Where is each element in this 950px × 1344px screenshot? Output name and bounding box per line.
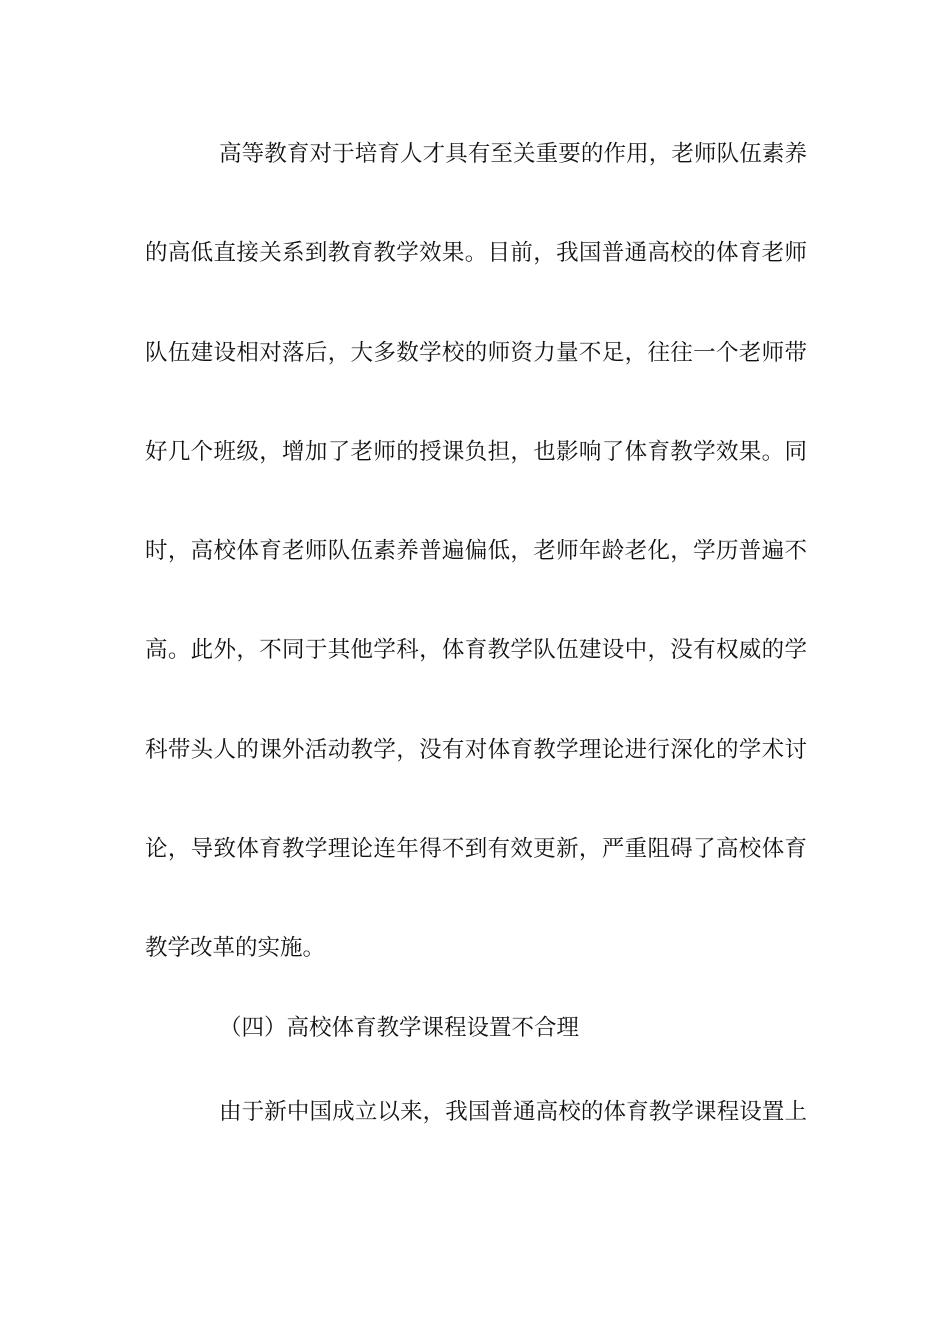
paragraph-1-line-8: 论，导致体育教学理论连年得不到有效更新，严重阻碍了高校体育 [145, 836, 807, 862]
paragraph-1-line-4: 好几个班级，增加了老师的授课负担，也影响了体育教学效果。同 [145, 439, 807, 465]
paragraph-1-line-6: 高。此外，不同于其他学科，体育教学队伍建设中，没有权威的学 [145, 637, 807, 663]
paragraph-1-line-2: 的高低直接关系到教育教学效果。目前，我国普通高校的体育老师 [145, 240, 807, 266]
section-heading: （四）高校体育教学课程设置不合理 [219, 1015, 580, 1041]
paragraph-1-line-3: 队伍建设相对落后，大多数学校的师资力量不足，往往一个老师带 [145, 340, 807, 366]
paragraph-1-line-9: 教学改革的实施。 [145, 935, 326, 961]
paragraph-2-line-1: 由于新中国成立以来，我国普通高校的体育教学课程设置上 [219, 1099, 807, 1125]
paragraph-1-line-7: 科带头人的课外活动教学，没有对体育教学理论进行深化的学术讨 [145, 737, 807, 763]
paragraph-1-line-5: 时，高校体育老师队伍素养普遍偏低，老师年龄老化，学历普遍不 [145, 538, 807, 564]
paragraph-1-line-1: 高等教育对于培育人才具有至关重要的作用，老师队伍素养 [219, 141, 807, 167]
